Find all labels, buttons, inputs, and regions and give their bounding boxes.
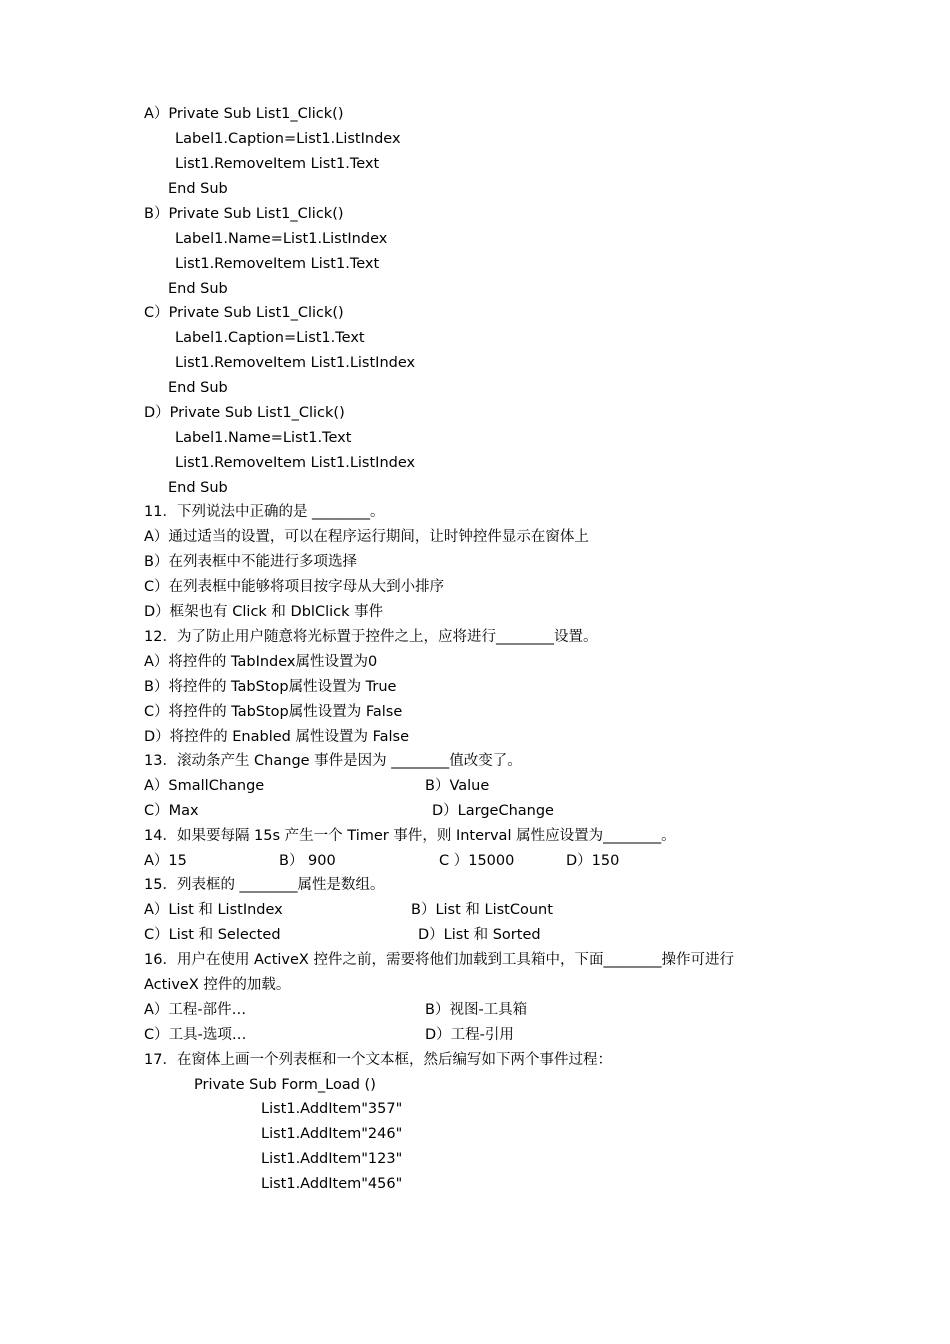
code-line: List1.AddItem"357" — [261, 1101, 403, 1117]
question-14: 14．如果要每隔 15s 产生一个 Timer 事件，则 Interval 属性应设置为________。 — [144, 828, 676, 844]
q13-option-a: A）SmallChange — [144, 778, 265, 794]
q15-option-d: D）List 和 Sorted — [418, 927, 541, 943]
q15-option-b: B）List 和 ListCount — [411, 902, 553, 918]
code-line: List1.RemoveItem List1.ListIndex — [175, 355, 416, 371]
code-line: End Sub — [168, 480, 228, 496]
q12-option-b: B）将控件的 TabStop属性设置为 True — [144, 679, 397, 695]
q12-option-d: D）将控件的 Enabled 属性设置为 False — [144, 729, 409, 745]
code-line: Label1.Name=List1.ListIndex — [175, 231, 388, 247]
code-line: Private Sub Form_Load () — [194, 1077, 376, 1093]
code-line: End Sub — [168, 380, 228, 396]
option-b-code-header: B）Private Sub List1_Click() — [144, 206, 344, 222]
q16-option-c: C）工具-选项… — [144, 1027, 247, 1043]
q16-option-a: A）工程-部件… — [144, 1002, 247, 1018]
q11-option-c: C）在列表框中能够将项目按字母从大到小排序 — [144, 579, 445, 595]
question-15: 15．列表框的 ________属性是数组。 — [144, 877, 385, 893]
question-17: 17．在窗体上画一个列表框和一个文本框，然后编写如下两个事件过程： — [144, 1052, 612, 1068]
code-line: Label1.Caption=List1.ListIndex — [175, 131, 401, 147]
q12-option-c: C）将控件的 TabStop属性设置为 False — [144, 704, 403, 720]
q14-option-b: B） 900 — [279, 853, 336, 869]
code-line: List1.RemoveItem List1.ListIndex — [175, 455, 416, 471]
code-line: List1.AddItem"246" — [261, 1126, 403, 1142]
code-line: List1.AddItem"456" — [261, 1176, 403, 1192]
code-line: List1.RemoveItem List1.Text — [175, 256, 380, 272]
question-16-continued: ActiveX 控件的加载。 — [144, 977, 291, 993]
q15-option-c: C）List 和 Selected — [144, 927, 281, 943]
q12-option-a: A）将控件的 TabIndex属性设置为0 — [144, 654, 378, 670]
q13-option-c: C）Max — [144, 803, 199, 819]
q14-option-a: A）15 — [144, 853, 187, 869]
option-c-code-header: C）Private Sub List1_Click() — [144, 305, 344, 321]
question-12: 12．为了防止用户随意将光标置于控件之上，应将进行________设置。 — [144, 629, 598, 645]
code-line: Label1.Caption=List1.Text — [175, 330, 365, 346]
q14-option-c: C ）15000 — [439, 853, 515, 869]
code-line: End Sub — [168, 281, 228, 297]
q16-option-b: B）视图-工具箱 — [425, 1002, 528, 1018]
q11-option-d: D）框架也有 Click 和 DblClick 事件 — [144, 604, 384, 620]
code-line: Label1.Name=List1.Text — [175, 430, 352, 446]
q13-option-b: B）Value — [425, 778, 490, 794]
q15-option-a: A）List 和 ListIndex — [144, 902, 283, 918]
code-line: List1.RemoveItem List1.Text — [175, 156, 380, 172]
option-a-code-header: A）Private Sub List1_Click() — [144, 106, 344, 122]
q13-option-d: D）LargeChange — [432, 803, 554, 819]
question-16: 16．用户在使用 ActiveX 控件之前，需要将他们加载到工具箱中，下面________操作可进行 — [144, 952, 734, 968]
code-line: End Sub — [168, 181, 228, 197]
q11-option-a: A）通过适当的设置，可以在程序运行期间，让时钟控件显示在窗体上 — [144, 529, 589, 545]
question-11: 11．下列说法中正确的是 ________。 — [144, 504, 385, 520]
question-13: 13．滚动条产生 Change 事件是因为 ________值改变了。 — [144, 753, 522, 769]
q11-option-b: B）在列表框中不能进行多项选择 — [144, 554, 357, 570]
code-line: List1.AddItem"123" — [261, 1151, 403, 1167]
q14-option-d: D）150 — [566, 853, 620, 869]
option-d-code-header: D）Private Sub List1_Click() — [144, 405, 345, 421]
q16-option-d: D）工程-引用 — [425, 1027, 514, 1043]
